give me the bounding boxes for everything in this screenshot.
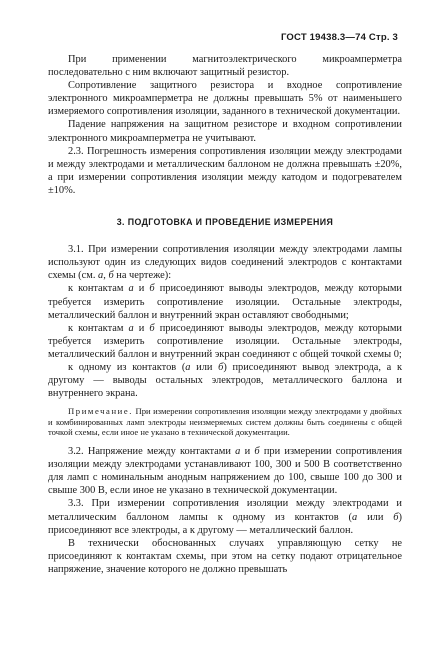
note: Примечание. При измерении сопротивления изоляции между электродами у двойных и комбинированных ламп электроды неизмеряемых систем должны быть соединены с общей точкой схемы, если иное не указано в технической документации. (48, 406, 402, 438)
document-body (48, 53, 402, 576)
paragraph-3-2: 3.2. Напряжение между контактами а и б при измерении сопротивления изоляции между электродами устанавливают 100, 300 и 500 В соответственно для ламп с номинальным анодным напряжением до 100, свыше 100 до 300 и свыше 300 В, если иное не указано в технической документации. (48, 446, 402, 497)
page-header: ГОСТ 19438.3—74 Стр. 3 (280, 32, 398, 43)
paragraph-2-3: 2.3. Погрешность измерения сопротивления изоляции между электродами и между электродами и металлическим баллоном не должна превышать ±20%, а при измерении сопротивления изоляции между катодом и подогревателем ±10%. (48, 145, 402, 196)
paragraph: При применении магнитоэлектрического микроамперметра последовательно с ним включают защитный резистор. (48, 54, 402, 79)
note-lead: Примечание. (68, 406, 134, 417)
paragraph: Падение напряжения на защитном резисторе и входном сопротивлении электронного микроамперметра не учитывают. (48, 119, 402, 144)
paragraph-3-1: 3.1. При измерении сопротивления изоляции между электродами лампы используют один из следующих видов соединений электродов с контактами схемы (см. а, б на чертеже): (48, 244, 402, 282)
paragraph-3-3: 3.3. При измерении сопротивления изоляции между электродами и металлическим баллоном лампы к одному из контактов (а или б) присоединяют все электроды, а к другому — металлический баллон. (48, 498, 402, 536)
paragraph: Сопротивление защитного резистора и входное сопротивление электронного микроамперметра не должны превышать 5% от наименьшего измеряемого сопротивления изоляции, заданного в технической документации. (48, 80, 402, 118)
list-item: к контактам а и б присоединяют выводы электродов, между которыми требуется измерить сопротивление изоляции. Остальные электроды, металлический баллон и внутренний экран оставляют свободными; (48, 283, 402, 321)
list-item: к контактам а и б присоединяют выводы электродов, между которыми требуется измерить сопротивление изоляции. Остальные электроды, металлический баллон и внутренний экран соединяют с общей точкой схемы 0; (48, 322, 402, 360)
section-title: 3. ПОДГОТОВКА И ПРОВЕДЕНИЕ ИЗМЕРЕНИЯ (116, 217, 334, 228)
paragraph: В технически обоснованных случаях управляющую сетку не присоединяют к контактам схемы, при этом на сетку подают отрицательное напряжение, значение которого не должно превышать (48, 537, 402, 575)
list-item: к одному из контактов (а или б) присоединяют вывод электрода, а к другому — выводы остальных электродов, металлического баллона и внутреннего экрана. (48, 361, 402, 400)
